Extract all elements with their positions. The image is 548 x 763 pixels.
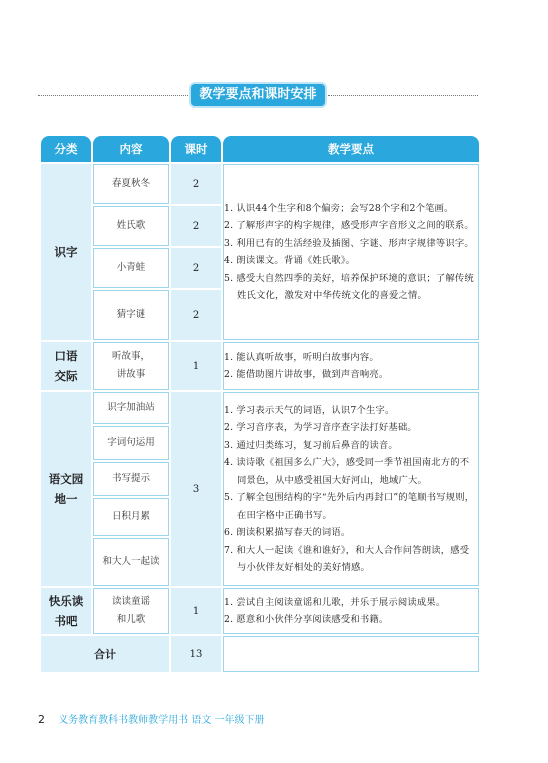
content-label: 读读童谣和儿歌 <box>111 596 150 625</box>
table-row <box>41 392 479 424</box>
list-item: 2. 能借助图片讲故事，做到声音响亮。 <box>224 369 389 380</box>
content-cell: 和大人一起读 <box>93 538 169 586</box>
list-item: 3. 利用已有的生活经验及插图、字谜、形声字规律等识字。 <box>224 237 474 249</box>
total-hours: 13 <box>171 636 221 672</box>
table-row <box>41 588 479 634</box>
list-item: 4. 朗读课文。背诵《姓氏歌》。 <box>224 255 356 266</box>
list-item: 4. 读诗歌《祖国多么广大》，感受同一季节祖国南北方的不同景色，从中感受祖国大好河山，地域广大。 <box>224 457 470 486</box>
category-cell <box>41 342 91 390</box>
header-content: 内容 <box>93 136 169 162</box>
total-label: 合计 <box>41 636 169 672</box>
content-cell: 日积月累 <box>93 498 169 536</box>
hours-cell: 2 <box>171 248 221 288</box>
hours-cell: 1 <box>171 342 221 390</box>
page-number: 2 <box>38 713 45 726</box>
content-cell: 猜字谜 <box>93 290 169 340</box>
category-label: 快乐读书吧 <box>48 594 84 628</box>
category-cell <box>41 588 91 634</box>
page-footer <box>38 711 265 726</box>
list-item: 5. 感受大自然四季的美好，培养保护环境的意识；了解传统姓氏文化，激发对中华传统文化的喜爱之情。 <box>224 272 474 301</box>
teaching-points-cell <box>223 588 479 634</box>
teaching-points-cell <box>223 164 479 340</box>
hours-cell: 2 <box>171 206 221 246</box>
header-category: 分类 <box>41 136 91 162</box>
content-label: 听故事，讲故事 <box>111 351 150 380</box>
syllabus-table <box>39 134 481 674</box>
list-item: 3. 通过归类练习，复习前后鼻音的读音。 <box>224 439 398 451</box>
dotted-rule-right <box>328 95 478 96</box>
list-item: 1. 认识44个生字和8个偏旁；会写28个字和2个笔画。 <box>224 202 454 214</box>
list-item: 6. 朗读积累描写春天的词语。 <box>224 527 351 538</box>
table-row <box>41 164 479 204</box>
hours-cell: 3 <box>171 392 221 586</box>
dotted-rule-left <box>38 95 188 96</box>
list-item: 2. 愿意和小伙伴分享阅读感受和书籍。 <box>224 614 389 625</box>
teaching-points-cell <box>223 342 479 390</box>
list-item: 2. 学习音序表，为学习音序查字法打好基础。 <box>224 422 417 433</box>
list-item: 1. 尝试自主阅读童谣和儿歌，并乐于展示阅读成果。 <box>224 596 446 608</box>
book-title: 义务教育教科书教师教学用书 语文 一年级下册 <box>58 715 265 726</box>
list-item: 1. 能认真听故事，听明白故事内容。 <box>224 351 379 363</box>
content-cell: 姓氏歌 <box>93 206 169 246</box>
total-empty-cell <box>223 636 479 672</box>
content-cell: 春夏秋冬 <box>93 164 169 204</box>
header-teaching-points: 教学要点 <box>223 136 479 162</box>
content-cell: 字词句运用 <box>93 426 169 460</box>
category-label: 口语交际 <box>54 349 78 383</box>
teaching-points-cell <box>223 392 479 586</box>
list-item: 7. 和大人一起读《谁和谁好》，和大人合作问答朗读，感受与小伙伴友好相处的美好情感。 <box>224 544 470 573</box>
category-cell: 识字 <box>41 164 91 340</box>
hours-cell: 2 <box>171 290 221 340</box>
list-item: 2. 了解形声字的构字规律，感受形声字音形义之间的联系。 <box>224 220 474 231</box>
content-cell: 识字加油站 <box>93 392 169 424</box>
content-cell <box>93 588 169 634</box>
section-title: 教学要点和课时安排 <box>189 82 327 108</box>
list-item: 5. 了解全包围结构的字“先外后内再封口”的笔顺书写规则，在田字格中正确书写。 <box>224 492 475 521</box>
table-header-row <box>41 136 479 162</box>
content-cell <box>93 342 169 390</box>
content-cell: 书写提示 <box>93 462 169 496</box>
hours-cell: 2 <box>171 164 221 204</box>
total-row <box>41 636 479 672</box>
header-hours: 课时 <box>171 136 221 162</box>
list-item: 1. 学习表示天气的词语，认识7个生字。 <box>224 404 395 416</box>
category-label: 语文园地一 <box>48 472 84 506</box>
hours-cell: 1 <box>171 588 221 634</box>
section-header <box>38 82 478 110</box>
category-cell <box>41 392 91 586</box>
content-cell: 小青蛙 <box>93 248 169 288</box>
table-row <box>41 342 479 390</box>
